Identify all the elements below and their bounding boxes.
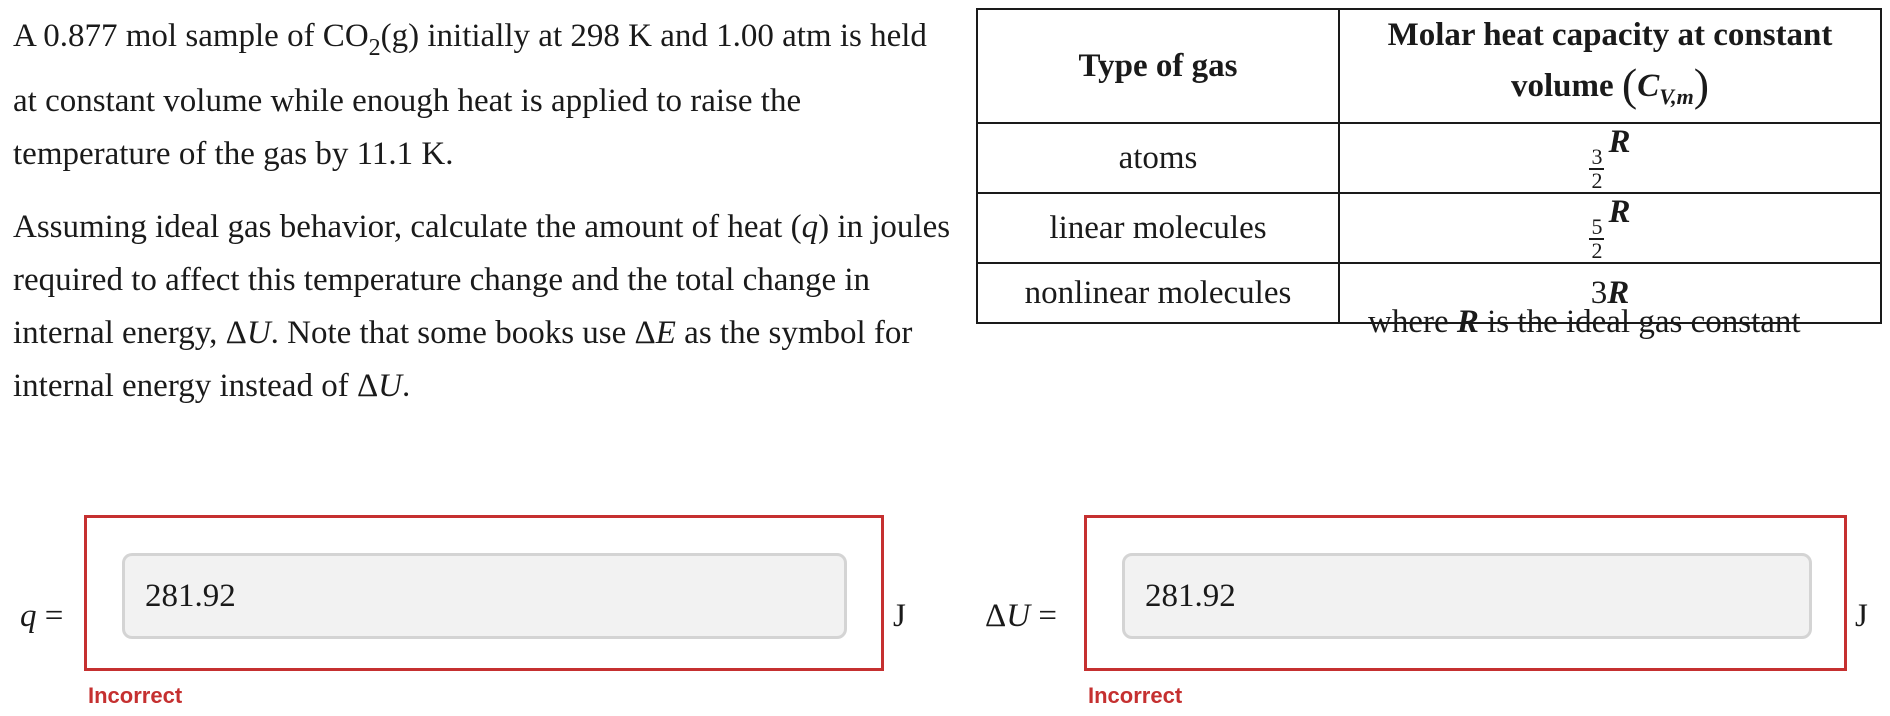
delta-symbol: Δ [985,598,1007,634]
q-unit: J [893,598,906,634]
numerator: 5 [1591,214,1603,239]
problem-text: A 0.877 mol sample of CO [13,18,369,54]
problem-paragraph-2 [13,201,953,413]
problem-text: . [402,368,411,404]
header-type-of-gas: Type of gas [977,9,1339,123]
gas-type-cell: atoms [977,123,1339,193]
equals-sign: = [44,598,64,634]
symbol-r: R [1607,274,1630,311]
variable-q: q [20,598,37,634]
variable-u: U [378,368,403,404]
symbol-r: R [1456,304,1479,340]
problem-text: ) in joules required to affect this temperature change and the total change in internal energy, Δ [13,209,951,351]
capacity-cell [1339,123,1881,193]
du-input[interactable] [1122,553,1812,639]
header-text: volume [1510,68,1614,104]
note-text: where [1368,304,1457,340]
equals-sign: = [1038,598,1057,634]
fraction [1589,216,1604,262]
table-note [1368,304,1801,341]
table-header-row [977,9,1881,123]
fraction [1589,146,1604,192]
q-answer-box [84,515,884,671]
denominator: 2 [1591,168,1603,193]
capacity-cell [1339,193,1881,263]
problem-text: (g) initially at 298 K and 1.00 atm is held at constant volume while enough heat is applied to raise the temperature of the gas by 11.1 K. [13,18,927,172]
variable-e: E [655,315,676,351]
heat-capacity-table [976,8,1882,324]
paren: ( [1621,59,1638,110]
gas-type-cell: nonlinear molecules [977,263,1339,323]
problem-statement [13,10,953,433]
problem-text: as the symbol for internal energy instead of Δ [13,315,913,404]
variable-q: q [801,209,819,245]
subscript: 2 [368,35,381,61]
symbol-r: R [1608,194,1631,230]
variable-u: U [246,315,271,351]
du-unit: J [1855,598,1868,634]
note-text: is the ideal gas constant [1478,304,1801,340]
du-answer-box [1084,515,1847,671]
subscript: V,m [1659,84,1694,109]
header-heat-capacity [1339,9,1881,123]
symbol-r: R [1608,124,1631,160]
q-label [20,598,63,635]
q-status: Incorrect [88,683,183,708]
variable-u: U [1006,598,1031,634]
problem-paragraph-1 [13,10,953,181]
table-row [977,193,1881,263]
table-row [977,123,1881,193]
problem-text: Assuming ideal gas behavior, calculate the amount of heat ( [13,209,802,245]
du-label [985,598,1057,635]
header-text: Molar heat capacity at constant [1387,17,1833,53]
numerator: 3 [1591,144,1603,169]
du-status: Incorrect [1088,683,1183,708]
problem-text: . Note that some books use Δ [270,315,656,351]
coefficient: 3 [1590,274,1608,311]
symbol-c: C [1637,68,1660,104]
q-input[interactable] [122,553,847,639]
gas-type-cell: linear molecules [977,193,1339,263]
paren: ) [1693,59,1710,110]
denominator: 2 [1591,238,1603,263]
